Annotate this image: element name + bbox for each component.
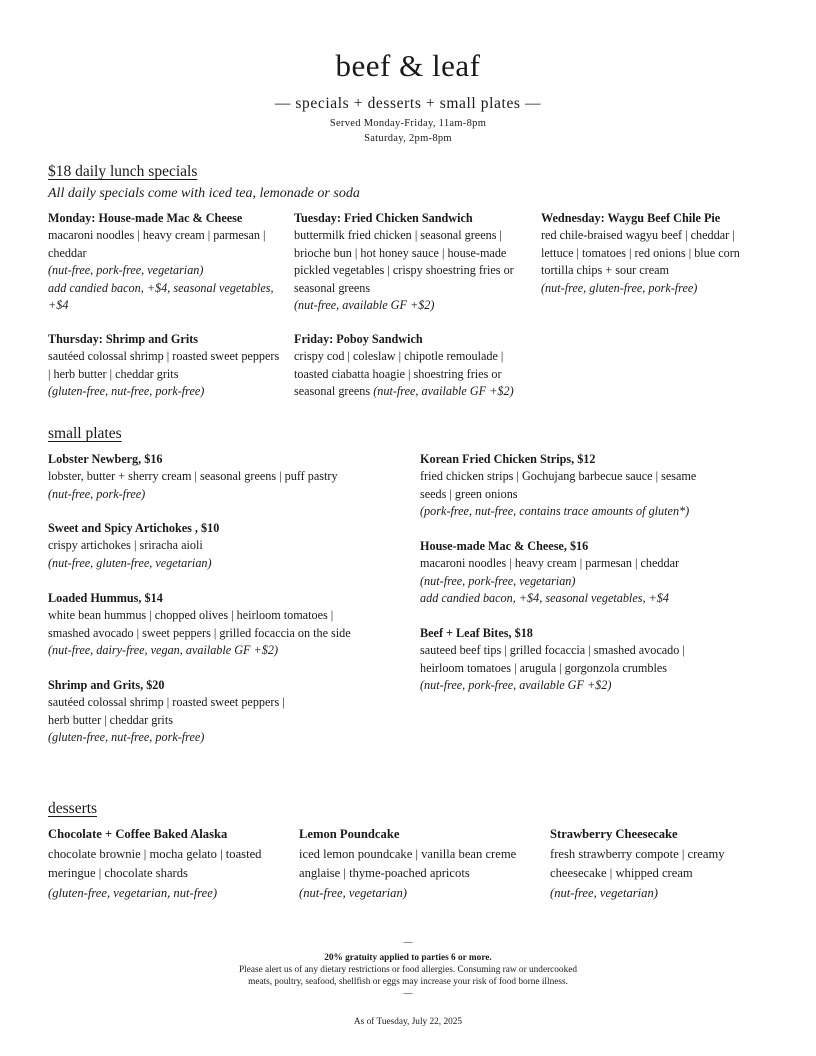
item-name: Korean Fried Chicken Strips, $12 bbox=[420, 452, 596, 466]
menu-item bbox=[48, 210, 280, 314]
item-addon: add candied bacon, +$4, seasonal vegetables, +$4 bbox=[48, 280, 274, 313]
item-dietary-note: (nut-free, vegetarian) bbox=[550, 885, 658, 900]
item-description: red chile-braised wagyu beef | cheddar | lettuce | tomatoes | red onions | blue corn tortilla chips + sour cream bbox=[541, 228, 740, 278]
hours-saturday: Saturday, 2pm-8pm bbox=[364, 133, 452, 144]
hours-weekday: Served Monday-Friday, 11am-8pm bbox=[329, 118, 487, 129]
footer-divider-bottom: — bbox=[403, 989, 413, 999]
dessert-item bbox=[550, 825, 750, 903]
item-dietary-note: (gluten-free, nut-free, pork-free) bbox=[48, 384, 205, 399]
item-description: crispy artichokes | sriracha aioli bbox=[48, 538, 203, 553]
item-description: white bean hummus | chopped olives | heirloom tomatoes | smashed avocado | sweet peppers | grilled focaccia on the side bbox=[48, 608, 351, 640]
item-name: Thursday: Shrimp and Grits bbox=[48, 332, 199, 346]
item-description: buttermilk fried chicken | seasonal greens | brioche bun | hot honey sauce | house-made pickled vegetables | crispy shoestring fries or seasonal greens bbox=[294, 228, 514, 295]
small-plates-heading: small plates bbox=[48, 425, 122, 442]
item-dietary-note: (nut-free, pork-free, vegetarian) bbox=[420, 573, 576, 588]
menu-item bbox=[420, 538, 740, 608]
item-description: sautéed colossal shrimp | roasted sweet peppers | herb butter | cheddar grits bbox=[48, 695, 285, 727]
menu-item bbox=[48, 520, 368, 572]
item-dietary-note: (gluten-free, nut-free, pork-free) bbox=[48, 730, 205, 745]
item-description: sauteed beef tips | grilled focaccia | smashed avocado | heirloom tomatoes | arugula | gorgonzola crumbles bbox=[420, 643, 685, 675]
menu-item bbox=[48, 590, 368, 660]
menu-item bbox=[48, 677, 308, 747]
desserts-heading: desserts bbox=[48, 800, 98, 817]
item-dietary-note: (nut-free, pork-free) bbox=[48, 486, 146, 501]
item-addon: add candied bacon, +$4, seasonal vegetables, +$4 bbox=[420, 591, 669, 606]
item-description: lobster, butter + sherry cream | seasonal greens | puff pastry bbox=[48, 469, 338, 484]
page-title: beef & leaf bbox=[335, 48, 481, 83]
item-dietary-note: (gluten-free, vegetarian, nut-free) bbox=[48, 885, 218, 900]
item-name: Shrimp and Grits, $20 bbox=[48, 678, 165, 692]
item-name: Chocolate + Coffee Baked Alaska bbox=[48, 827, 228, 841]
item-dietary-note: (nut-free, available GF +$2) bbox=[373, 384, 514, 399]
item-name: Beef + Leaf Bites, $18 bbox=[420, 626, 533, 640]
dessert-item bbox=[299, 825, 531, 903]
item-description: macaroni noodles | heavy cream | parmesan | cheddar bbox=[48, 228, 266, 260]
menu-item bbox=[420, 625, 720, 695]
menu-item bbox=[294, 210, 526, 314]
item-name: Friday: Poboy Sandwich bbox=[294, 332, 423, 346]
lunch-specials-heading: $18 daily lunch specials bbox=[48, 163, 198, 180]
allergy-note-line2: meats, poultry, seafood, shellfish or eggs may increase your risk of food borne illness. bbox=[248, 977, 568, 987]
item-dietary-note: (nut-free, vegetarian) bbox=[299, 885, 407, 900]
menu-item bbox=[541, 210, 769, 297]
lunch-specials-note: All daily specials come with iced tea, lemonade or soda bbox=[48, 186, 360, 201]
item-description: macaroni noodles | heavy cream | parmesan | cheddar bbox=[420, 556, 680, 571]
menu-item bbox=[420, 451, 720, 521]
item-description: iced lemon poundcake | vanilla bean creme anglaise | thyme-poached apricots bbox=[299, 846, 517, 880]
allergy-note-line1: Please alert us of any dietary restrictions or food allergies. Consuming raw or undercooked bbox=[238, 965, 578, 975]
gratuity-note: 20% gratuity applied to parties 6 or more. bbox=[324, 953, 492, 963]
page-subtitle: — specials + desserts + small plates — bbox=[274, 95, 542, 112]
item-dietary-note: (nut-free, gluten-free, pork-free) bbox=[541, 280, 698, 295]
item-name: House-made Mac & Cheese, $16 bbox=[420, 539, 589, 553]
item-description: crispy cod | coleslaw | chipotle remoulade | toasted ciabatta hoagie | shoestring fries or seasonal greens bbox=[294, 349, 504, 399]
item-description: fresh strawberry compote | creamy cheesecake | whipped cream bbox=[550, 846, 725, 880]
item-name: Strawberry Cheesecake bbox=[550, 827, 678, 841]
item-name: Wednesday: Waygu Beef Chile Pie bbox=[541, 211, 721, 225]
item-name: Monday: House-made Mac & Cheese bbox=[48, 211, 243, 225]
item-name: Sweet and Spicy Artichokes , $10 bbox=[48, 521, 220, 535]
item-dietary-note: (nut-free, dairy-free, vegan, available GF +$2) bbox=[48, 643, 279, 658]
menu-item bbox=[48, 331, 280, 401]
item-name: Lemon Poundcake bbox=[299, 827, 400, 841]
item-name: Lobster Newberg, $16 bbox=[48, 452, 163, 466]
item-dietary-note: (nut-free, pork-free, available GF +$2) bbox=[420, 678, 612, 693]
dessert-item bbox=[48, 825, 278, 903]
item-dietary-note: (nut-free, pork-free, vegetarian) bbox=[48, 263, 204, 278]
item-description: sautéed colossal shrimp | roasted sweet peppers | herb butter | cheddar grits bbox=[48, 349, 280, 381]
menu-item bbox=[294, 331, 526, 401]
item-dietary-note: (pork-free, nut-free, contains trace amounts of gluten*) bbox=[420, 504, 690, 519]
item-name: Loaded Hummus, $14 bbox=[48, 591, 163, 605]
as-of-date: As of Tuesday, July 22, 2025 bbox=[353, 1017, 463, 1027]
item-name: Tuesday: Fried Chicken Sandwich bbox=[294, 211, 473, 225]
item-description: chocolate brownie | mocha gelato | toasted meringue | chocolate shards bbox=[48, 846, 262, 880]
item-description: fried chicken strips | Gochujang barbecue sauce | sesame seeds | green onions bbox=[420, 469, 697, 501]
footer-divider-top: — bbox=[403, 938, 413, 948]
menu-item bbox=[48, 451, 368, 503]
item-dietary-note: (nut-free, available GF +$2) bbox=[294, 298, 435, 313]
item-dietary-note: (nut-free, gluten-free, vegetarian) bbox=[48, 555, 212, 570]
